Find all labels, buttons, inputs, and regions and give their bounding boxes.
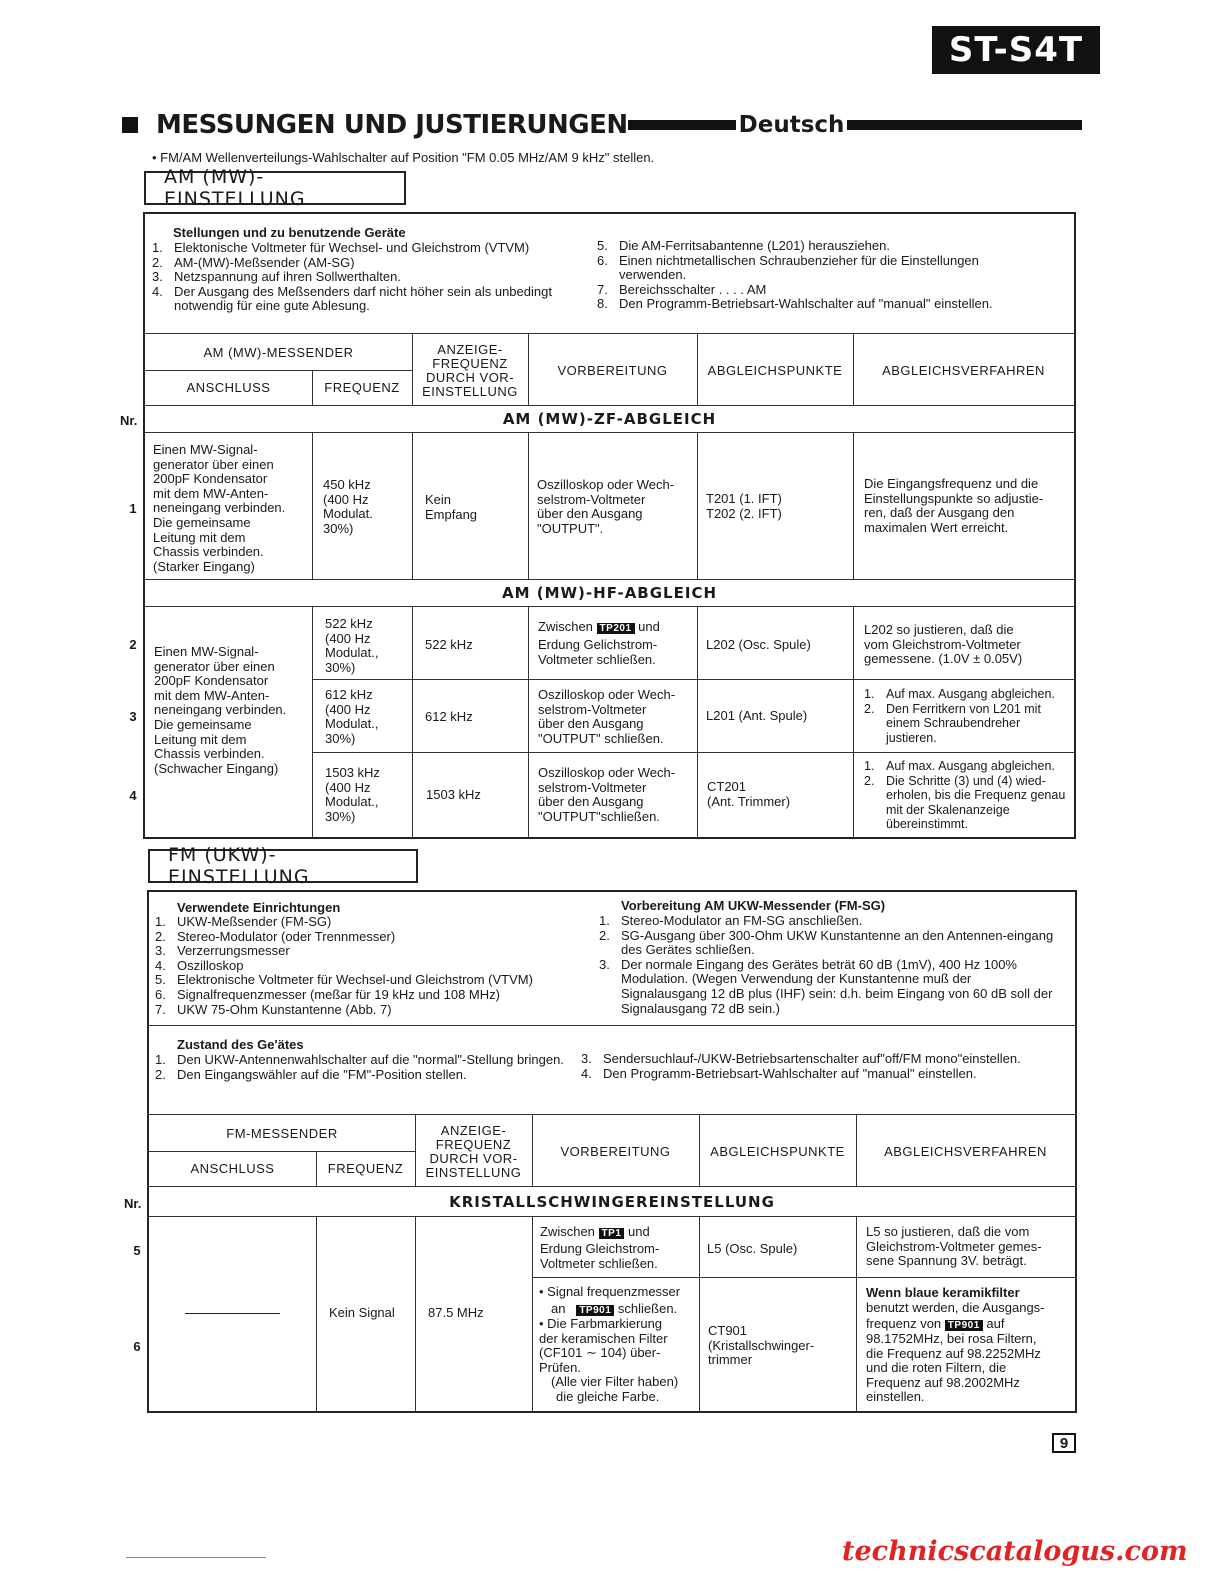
- am-header-display: ANZEIGE- FREQUENZ DURCH VOR- EINSTELLUNG: [422, 341, 518, 399]
- row6-prep-2: • Die Farbmarkierung der keramischen Filter (CF101 ∼ 104) über- Prüfen.: [539, 1316, 668, 1375]
- list-item-number: 2.: [155, 928, 166, 944]
- row5-points: L5 (Osc. Spule): [707, 1241, 798, 1256]
- fm-grid-line: [699, 1217, 700, 1411]
- list-item: [155, 915, 595, 930]
- fm-state-title: Zustand des Ge'ätes: [177, 1037, 304, 1052]
- tp901-label: TP901: [576, 1305, 614, 1316]
- list-item-text: Die Schritte (3) und (4) wied-erholen, bis die Frequenz genau mit der Skalenanzeige übereinstimmt.: [886, 773, 1066, 832]
- list-item-text: Verzerrungsmesser: [177, 943, 290, 959]
- list-item: [152, 270, 582, 285]
- list-item-text: Bereichsschalter . . . . AM: [619, 281, 767, 297]
- am-grid-line: [853, 433, 854, 579]
- am-header-points: ABGLEICHSPUNKTE: [707, 362, 843, 378]
- list-item: [155, 930, 595, 945]
- watermark: technicscatalogus.com: [842, 1536, 1188, 1567]
- list-item-text: Netzspannung auf ihren Sollwerthalten.: [174, 269, 401, 285]
- list-item: [155, 1053, 575, 1068]
- row4-procedure: [864, 759, 1074, 832]
- row1-points: T201 (1. IFT) T202 (2. IFT): [706, 491, 782, 521]
- row6-points: CT901 (Kristallschwinger- trimmer: [708, 1323, 815, 1368]
- list-item-text: Die AM-Ferritsabantenne (L201) herausziehen.: [619, 238, 890, 253]
- am-grid-line: [145, 606, 1074, 607]
- row4-points: CT201 (Ant. Trimmer): [707, 779, 791, 809]
- list-item: [152, 256, 582, 271]
- list-item-text: Elektronische Voltmeter für Wechsel-und Gleichstrom (VTVM): [177, 972, 533, 988]
- list-item: [597, 239, 1047, 254]
- list-item: [599, 914, 1059, 929]
- list-item-text: Den Ferritkern von L201 mit einem Schraubendreher justieren.: [886, 701, 1041, 745]
- row2-display: 522 kHz: [425, 637, 473, 652]
- list-item-number: 7.: [597, 281, 608, 297]
- list-item: [864, 702, 1074, 746]
- list-item: [155, 1068, 575, 1083]
- row1-procedure: Die Eingangsfrequenz und die Einstellungspunkte so adjustie- ren, daß der Ausgang den maximalen Wert erreicht.: [864, 476, 1044, 535]
- list-item-number: 3.: [581, 1051, 592, 1066]
- row4-prep: Oszilloskop oder Wech- selstrom-Voltmeter über den Ausgang "OUTPUT"schließen.: [538, 765, 676, 824]
- fm-shared-frequency: Kein Signal: [329, 1305, 395, 1320]
- list-item-text: Den Programm-Betriebsart-Wahlschalter auf "manual" einstellen.: [603, 1065, 977, 1081]
- am-header-connection: ANSCHLUSS: [186, 380, 271, 395]
- list-item-number: 3.: [152, 269, 163, 285]
- am-grid-line: [528, 433, 529, 579]
- fm-header-points: ABGLEICHSPUNKTE: [710, 1143, 845, 1159]
- row2-points: L202 (Osc. Spule): [706, 637, 811, 652]
- list-item-text: Einen nichtmetallischen Schraubenzieher für die Einstellungen verwenden.: [619, 252, 979, 283]
- am-grid-line: [312, 752, 1074, 753]
- list-item-text: Signalfrequenzmesser (meßar für 19 kHz und 108 MHz): [177, 986, 500, 1002]
- list-item-text: Elektonische Voltmeter für Wechsel- und Gleichstrom (VTVM): [174, 240, 530, 255]
- heading-rule-right: [847, 120, 1082, 130]
- am-setup-list-left: [152, 241, 582, 314]
- fm-connection-dash: [185, 1313, 280, 1314]
- list-item-text: Den UKW-Antennenwahlschalter auf die "normal"-Stellung bringen.: [177, 1052, 564, 1067]
- row6-prep-4: die gleiche Farbe.: [556, 1389, 660, 1404]
- row-number: 5: [133, 1243, 141, 1258]
- list-item-text: Stereo-Modulator an FM-SG anschließen.: [621, 913, 863, 928]
- list-item-number: 6.: [597, 252, 608, 268]
- am-nr-label: Nr.: [120, 413, 138, 428]
- fm-section-title-text: FM (UKW)-EINSTELLUNG: [168, 844, 310, 888]
- list-item-number: 4.: [152, 283, 163, 299]
- am-setup-title: Stellungen und zu benutzende Geräte: [173, 225, 406, 240]
- row5-procedure: L5 so justieren, daß die vom Gleichstrom-Voltmeter gemes- sene Spannung 3V. beträgt.: [866, 1224, 1042, 1269]
- fm-shared-display: 87.5 MHz: [428, 1305, 484, 1320]
- fm-header-frequency: FREQUENZ: [327, 1161, 404, 1176]
- fm-grid-line: [415, 1217, 416, 1411]
- list-item-text: UKW-Meßsender (FM-SG): [177, 914, 332, 929]
- fm-grid-line: [149, 1114, 1075, 1115]
- row5-prep: Zwischen TP1 und: [540, 1224, 650, 1239]
- list-item-text: Stereo-Modulator (oder Trennmesser): [177, 928, 396, 944]
- fm-grid-line: [149, 1025, 1075, 1026]
- am-band-rf: AM (MW)-HF-ABGLEICH: [501, 584, 718, 602]
- row3-procedure: [864, 687, 1074, 745]
- row1-frequency: 450 kHz (400 Hz Modulat. 30%): [323, 477, 373, 536]
- list-item-text: Der normale Eingang des Gerätes beträt 60 dB (1mV), 400 Hz 100% Modulation. (Wegen Verwendung der Kunstantenne muß der Signalausgang 12 dB plus (IHF) sein: d.h. beim Eingang von 60 dB soll der Signalausgang 72 dB sein.): [621, 956, 1053, 1016]
- list-item-number: 1.: [599, 913, 610, 928]
- list-item: [597, 297, 1047, 312]
- fm-state-list-left: [155, 1053, 575, 1082]
- am-setup-list-right: [597, 239, 1047, 312]
- am-grid-line: [312, 607, 313, 837]
- am-band-if: AM (MW)-ZF-ABGLEICH: [502, 410, 717, 428]
- list-item-text: Auf max. Ausgang abgleichen.: [886, 687, 1055, 701]
- page-number: 9: [1052, 1433, 1076, 1453]
- row6-proc-1: benutzt werden, die Ausgangs-: [866, 1300, 1045, 1315]
- row6-prep-3: (Alle vier Filter haben): [551, 1374, 679, 1389]
- rf-connection: Einen MW-Signal- generator über einen 200pF Kondensator mit dem MW-Anten- neneingang verbinden. Die gemeinsame Leitung mit dem Chassis verbinden. (Schwacher Eingang): [154, 644, 287, 776]
- tp201-label: TP201: [597, 623, 635, 634]
- am-header-procedure: ABGLEICHSVERFAHREN: [882, 362, 1045, 378]
- list-item-text: Auf max. Ausgang abgleichen.: [886, 759, 1055, 773]
- list-item-text: UKW 75-Ohm Kunstantenne (Abb. 7): [177, 1001, 392, 1017]
- fm-grid-line: [856, 1217, 857, 1411]
- list-item: [599, 958, 1059, 1016]
- am-section-title-text: AM (MW)-EINSTELLUNG: [164, 166, 306, 210]
- list-item-number: 3.: [155, 943, 166, 959]
- row6-proc-bold: Wenn blaue keramikfilter: [866, 1285, 1020, 1300]
- list-item: [152, 285, 582, 314]
- row-number: 1: [129, 501, 137, 516]
- list-item-number: 1.: [864, 759, 875, 773]
- row6-prep-1: • Signal frequenzmesser: [539, 1284, 681, 1299]
- am-grid-line: [145, 333, 1074, 334]
- heading-bullet: [122, 117, 138, 133]
- fm-header-display: ANZEIGE- FREQUENZ DURCH VOR- EINSTELLUNG: [425, 1122, 522, 1180]
- am-header-generator: AM (MW)-MESSENDER: [203, 345, 354, 360]
- list-item: [581, 1067, 1075, 1082]
- list-item-number: 2.: [864, 701, 875, 716]
- heading-title: MESSUNGEN UND JUSTIERUNGEN: [156, 110, 628, 140]
- am-grid-line: [412, 433, 413, 579]
- list-item: [864, 759, 1074, 774]
- row3-points: L201 (Ant. Spule): [706, 708, 808, 723]
- am-section-title: [144, 166, 406, 210]
- list-item-number: 8.: [597, 296, 608, 312]
- list-item-text: Der Ausgang des Meßsenders darf nicht höher sein als unbedingt notwendig für eine gute Ablesung.: [174, 283, 552, 314]
- list-item: [152, 241, 582, 256]
- fm-equip-list: [155, 915, 595, 1017]
- row-number: 6: [133, 1339, 141, 1354]
- row2-procedure: L202 so justieren, daß die vom Gleichstrom-Voltmeter gemessene. (1.0V ± 0.05V): [864, 622, 1023, 667]
- list-item-number: 5.: [155, 972, 166, 988]
- am-grid-line: [412, 607, 413, 837]
- am-grid-line: [528, 607, 529, 837]
- main-heading: [122, 108, 1082, 142]
- am-grid-line: [145, 432, 1074, 433]
- list-item: [597, 254, 1047, 283]
- fm-header-generator: FM-MESSENDER: [226, 1126, 338, 1141]
- fm-header-connection: ANSCHLUSS: [190, 1161, 275, 1176]
- row2-frequency: 522 kHz (400 Hz Modulat., 30%): [325, 616, 379, 675]
- list-item: [581, 1052, 1075, 1067]
- fm-grid-line: [533, 1277, 1075, 1278]
- list-item-text: Oszilloskop: [177, 957, 244, 973]
- am-grid-line: [312, 679, 1074, 680]
- fm-grid-line: [149, 1216, 1075, 1217]
- list-item: [155, 959, 595, 974]
- fm-header-prep: VORBEREITUNG: [560, 1143, 671, 1159]
- row5-prep-cont: Erdung Gleichstrom- Voltmeter schließen.: [540, 1241, 660, 1271]
- wave-switch-note: • FM/AM Wellenverteilungs-Wahlschalter auf Position "FM 0.05 MHz/AM 9 kHz" stellen.: [152, 150, 655, 165]
- list-item-number: 2.: [155, 1066, 166, 1082]
- list-item-number: 1.: [864, 687, 875, 701]
- list-item-text: AM-(MW)-Meßsender (AM-SG): [174, 254, 355, 270]
- row6-proc-tp: frequenz von TP901 auf: [866, 1316, 1005, 1331]
- am-grid-line: [697, 433, 698, 579]
- fm-state-list-right: [581, 1052, 1075, 1081]
- fm-nr-label: Nr.: [124, 1196, 142, 1211]
- row3-prep: Oszilloskop oder Wech- selstrom-Voltmeter über den Ausgang "OUTPUT" schließen.: [538, 687, 676, 746]
- row3-frequency: 612 kHz (400 Hz Modulat., 30%): [325, 687, 379, 746]
- row1-display: Kein Empfang: [425, 492, 478, 522]
- row-number: 3: [129, 709, 137, 724]
- list-item: [155, 988, 595, 1003]
- am-grid-line: [697, 607, 698, 837]
- row2-prep: Zwischen TP201 und: [538, 619, 660, 634]
- fm-grid-line: [316, 1217, 317, 1411]
- row6-prep-tp: an TP901 schließen.: [551, 1301, 678, 1316]
- heading-rule-left: [628, 120, 736, 130]
- fm-section-title: [148, 844, 418, 888]
- list-item: [864, 774, 1074, 832]
- row1-connection: Einen MW-Signal- generator über einen 200pF Kondensator mit dem MW-Anten- neneingang verbinden. Die gemeinsame Leitung mit dem Chassis verbinden. (Starker Eingang): [153, 442, 286, 574]
- list-item: [597, 283, 1047, 298]
- model-badge: ST-S4T: [932, 26, 1100, 74]
- list-item-number: 1.: [155, 914, 166, 929]
- list-item-number: 2.: [599, 927, 610, 943]
- row2-prep-cont: Erdung Gelichstrom- Voltmeter schließen.: [538, 637, 658, 667]
- list-item-number: 7.: [155, 1001, 166, 1017]
- list-item-number: 1.: [152, 240, 163, 255]
- list-item-number: 5.: [597, 238, 608, 253]
- heading-language: Deutsch: [738, 112, 845, 138]
- fm-prep-title: Vorbereitung AM UKW-Messender (FM-SG): [621, 898, 886, 913]
- row4-display: 1503 kHz: [426, 787, 481, 802]
- list-item-number: 4.: [581, 1065, 592, 1081]
- row-number: 4: [129, 788, 137, 803]
- list-item-number: 6.: [155, 986, 166, 1002]
- am-grid-line: [312, 433, 313, 579]
- list-item-number: 2.: [864, 773, 875, 788]
- fm-equip-title: Verwendete Einrichtungen: [177, 900, 341, 915]
- list-item: [155, 973, 595, 988]
- list-item-text: Den Programm-Betriebsart-Wahlschalter auf "manual" einstellen.: [619, 296, 993, 312]
- list-item-text: Sendersuchlauf-/UKW-Betriebsartenschalter auf"off/FM mono"einstellen.: [603, 1051, 1021, 1066]
- list-item-number: 3.: [599, 956, 610, 972]
- row4-frequency: 1503 kHz (400 Hz Modulat., 30%): [325, 765, 380, 824]
- am-header-frequency: FREQUENZ: [324, 380, 400, 395]
- row6-proc-3: 98.1752MHz, bei rosa Filtern, die Frequenz auf 98.2252MHz und die roten Filtern, die Frequenz auf 98.2002MHz einstellen.: [866, 1331, 1041, 1405]
- tp901-label: TP901: [945, 1320, 983, 1331]
- am-header-prep: VORBEREITUNG: [557, 362, 668, 378]
- list-item: [155, 944, 595, 959]
- list-item: [155, 1003, 595, 1018]
- list-item-text: SG-Ausgang über 300-Ohm UKW Kunstantenne an den Antennen-eingang des Gerätes schließen.: [621, 927, 1054, 958]
- fm-band: KRISTALLSCHWINGEREINSTELLUNG: [449, 1192, 775, 1211]
- fm-prep-list: [599, 914, 1059, 1016]
- list-item: [864, 687, 1074, 702]
- list-item-number: 4.: [155, 957, 166, 973]
- list-item-text: Den Eingangswähler auf die "FM"-Position stellen.: [177, 1066, 467, 1082]
- list-item-number: 2.: [152, 254, 163, 270]
- list-item: [599, 929, 1059, 958]
- row-number: 2: [129, 637, 137, 652]
- fm-grid-line: [532, 1217, 533, 1411]
- list-item-number: 1.: [155, 1052, 166, 1067]
- row3-display: 612 kHz: [425, 709, 473, 724]
- am-grid-line: [853, 607, 854, 837]
- fm-header-procedure: ABGLEICHSVERFAHREN: [884, 1143, 1047, 1159]
- link-underline: [126, 1557, 266, 1558]
- row1-prep: Oszilloskop oder Wech- selstrom-Voltmeter über den Ausgang "OUTPUT".: [537, 477, 675, 536]
- tp1-label: TP1: [599, 1228, 625, 1239]
